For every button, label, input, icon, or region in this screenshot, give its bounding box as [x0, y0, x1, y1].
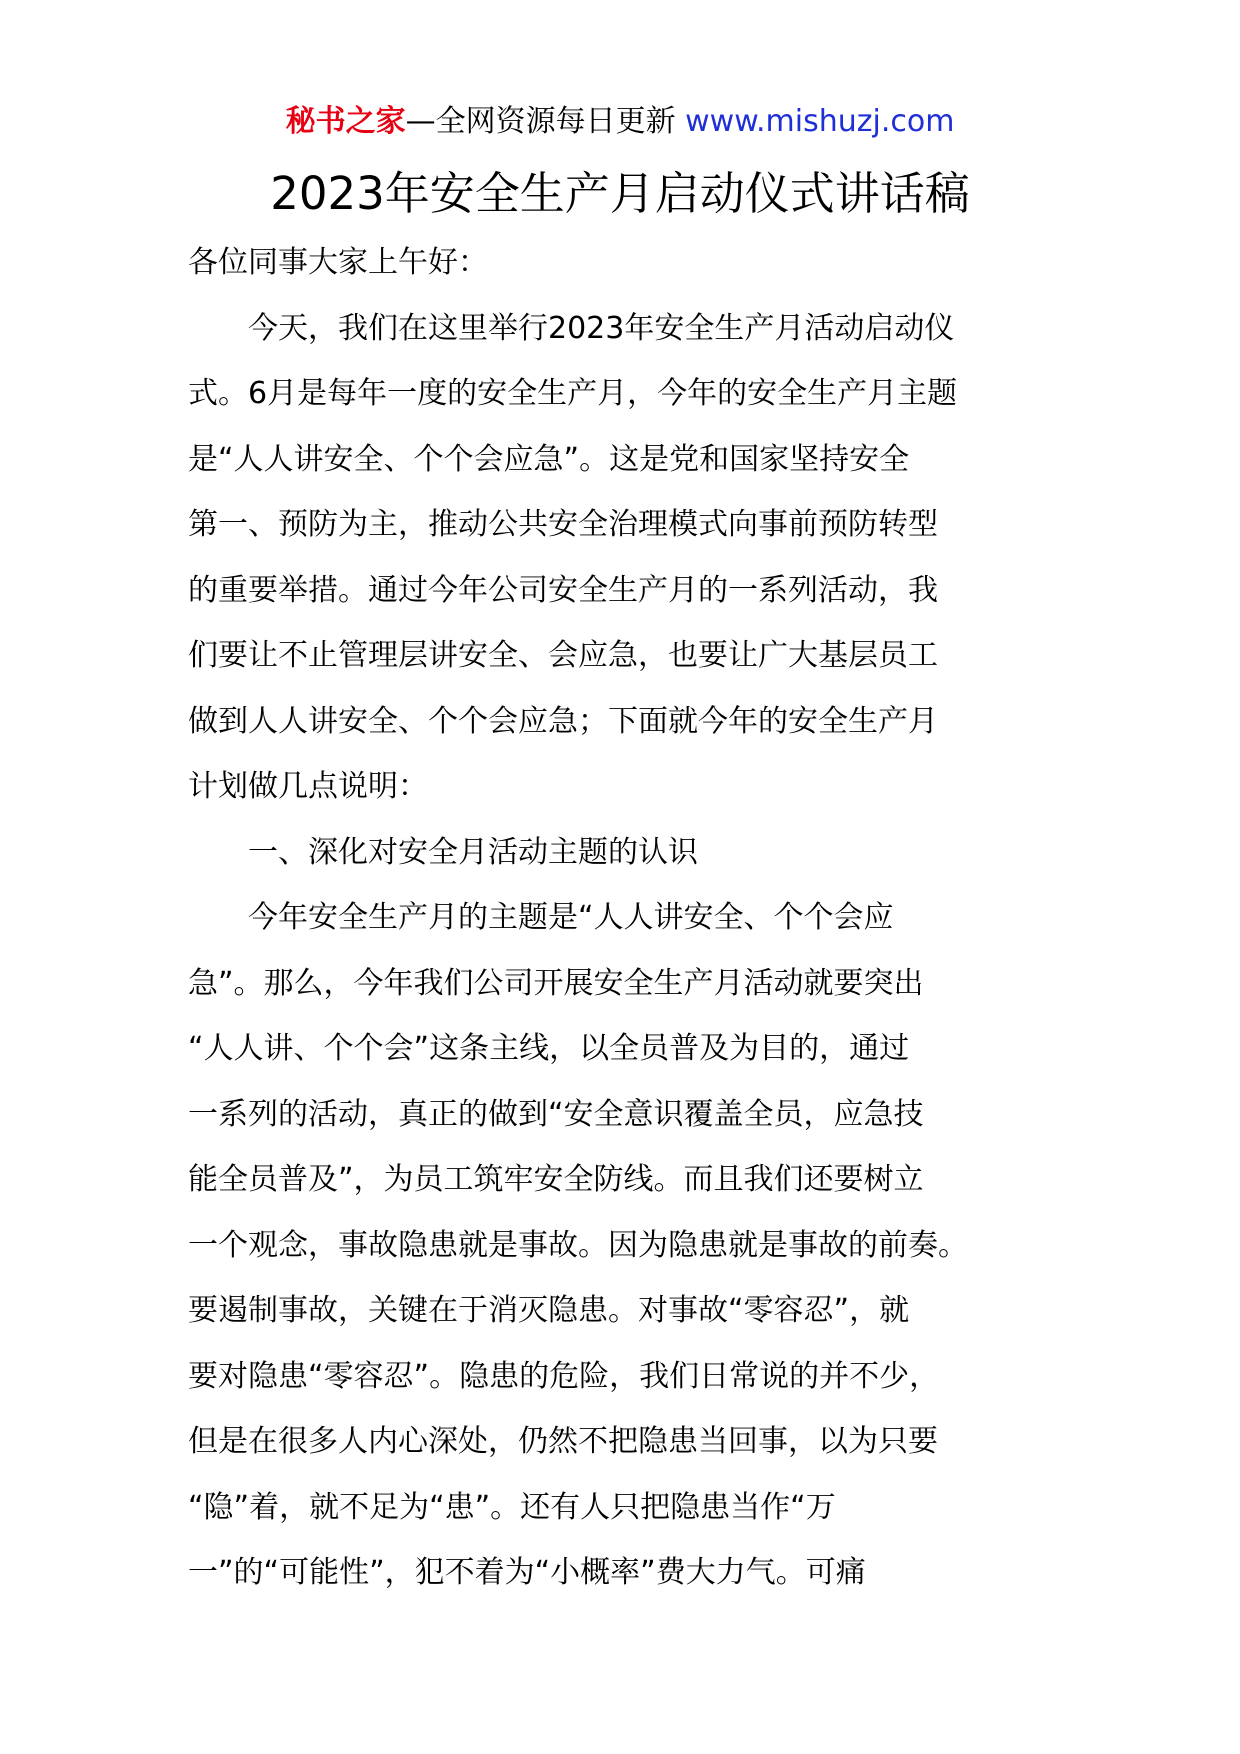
text-line: 的重要举措。通过今年公司安全生产月的一系列活动，我 [188, 572, 938, 608]
site-banner [0, 102, 1240, 142]
text-line: 一”的“可能性”，犯不着为“小概率”费大力气。可痛 [188, 1555, 866, 1590]
text-line: “隐”着，就不足为“患”。还有人只把隐患当作“万 [188, 1489, 836, 1525]
section-heading: 一、深化对安全月活动主题的认识 [188, 834, 698, 870]
text-line: 急”。那么，今年我们公司开展安全生产月活动就要突出 [188, 965, 924, 1001]
text-line: 要对隐患“零容忍”。隐患的危险，我们日常说的并不少， [188, 1358, 940, 1394]
text-line: 一系列的活动，真正的做到“安全意识覆盖全员，应急技 [188, 1096, 924, 1132]
text-line: 要遏制事故，关键在于消灭隐患。对事故“零容忍”，就 [188, 1293, 910, 1328]
document-body [188, 230, 1058, 1606]
text-line: 做到人人讲安全、个个会应急；下面就今年的安全生产月 [188, 703, 938, 739]
text-line: 计划做几点说明： [188, 769, 428, 804]
text-line: 第一、预防为主，推动公共安全治理模式向事前预防转型 [188, 507, 938, 542]
site-url-link[interactable]: www.mishuzj.com [685, 104, 955, 139]
brand-tagline: —全网资源每日更新 [405, 104, 676, 139]
text-line: 们要让不止管理层讲安全、会应急，也要让广大基层员工 [188, 638, 938, 673]
text-line: 一个观念，事故隐患就是事故。因为隐患就是事故的前奏。 [188, 1227, 968, 1263]
text-line: 式。6月是每年一度的安全生产月，今年的安全生产月主题 [188, 376, 958, 411]
text-line: “人人讲、个个会”这条主线，以全员普及为目的，通过 [188, 1031, 910, 1066]
brand-name: 秘书之家 [285, 104, 406, 139]
text-line: 今年安全生产月的主题是“人人讲安全、个个会应 [188, 900, 894, 935]
text-line: 能全员普及”，为员工筑牢安全防线。而且我们还要树立 [188, 1162, 924, 1197]
text-line: 各位同事大家上午好： [188, 245, 488, 280]
text-line: 但是在很多人内心深处，仍然不把隐患当回事，以为只要 [188, 1424, 938, 1459]
document-title: 2023年安全生产月启动仪式讲话稿 [270, 167, 970, 220]
text-line: 今天，我们在这里举行2023年安全生产月活动启动仪 [188, 310, 955, 346]
text-line: 是“人人讲安全、个个会应急”。这是党和国家坚持安全 [188, 441, 910, 477]
